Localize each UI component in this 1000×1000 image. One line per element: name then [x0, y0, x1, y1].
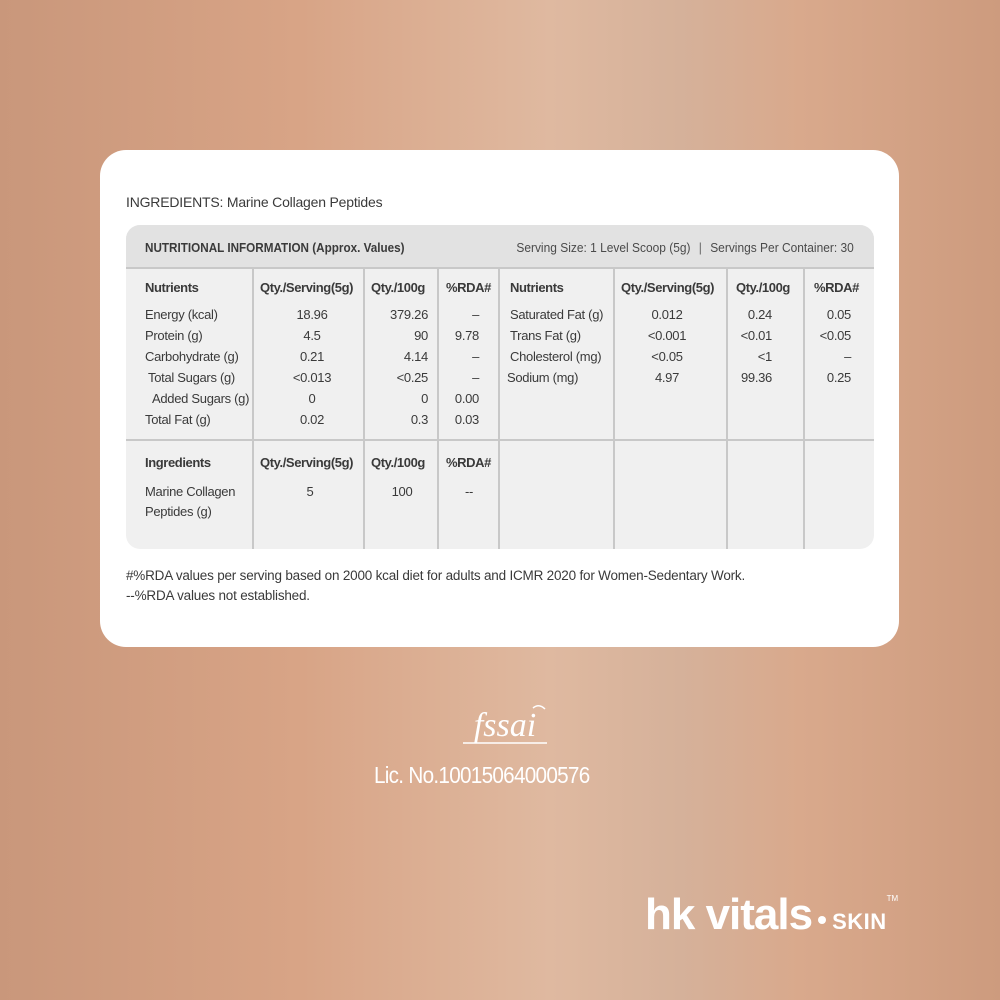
- nutrient-serving: 18.96: [296, 307, 328, 322]
- fssai-logo-text: fssai: [473, 707, 537, 744]
- nutrient-serving: 4.97: [654, 370, 680, 385]
- nutrient-per100: 0: [421, 391, 428, 406]
- table-title: NUTRITIONAL INFORMATION (Approx. Values): [145, 240, 405, 255]
- nutrient-per100: 4.14: [403, 349, 428, 364]
- nutrient-rda: –: [472, 307, 479, 322]
- trademark: TM: [886, 894, 899, 903]
- nutrient-serving: 0.21: [299, 349, 325, 364]
- ingredients-label: INGREDIENTS:: [126, 194, 224, 210]
- servings-per-container: Servings Per Container: 30: [710, 240, 854, 255]
- ingredients-value: Marine Collagen Peptides: [226, 194, 383, 210]
- nutrient-serving: 0.02: [299, 412, 325, 427]
- nutrient-serving: 4.5: [303, 328, 321, 343]
- nutrient-rda: –: [472, 370, 479, 385]
- header-qty-100g: Qty./100g: [371, 455, 425, 470]
- nutrient-name: Sodium (mg): [507, 370, 579, 385]
- header-qty-serving: Qty./Serving(5g): [260, 455, 354, 470]
- nutrient-per100: 0.3: [410, 412, 428, 427]
- ingredient-name-line1: Marine Collagen: [145, 484, 236, 499]
- nutrient-per100: <1: [757, 349, 772, 364]
- nutrient-name: Trans Fat (g): [510, 328, 581, 343]
- fssai-license-number: Lic. No.10015064000576: [374, 762, 590, 788]
- footnote-rda: #%RDA values per serving based on 2000 kcal diet for adults and ICMR 2020 for Women-Sedentary Work.: [126, 568, 746, 583]
- nutrient-per100: 90: [414, 328, 428, 343]
- nutrient-per100: 0.24: [747, 307, 772, 322]
- nutrient-name: Added Sugars (g): [152, 391, 250, 406]
- nutrient-serving: <0.001: [647, 328, 687, 343]
- column-divider: [252, 267, 254, 549]
- header-rda-right: %RDA#: [814, 280, 859, 295]
- nutrient-name: Total Fat (g): [145, 412, 211, 427]
- serving-info: [517, 240, 854, 255]
- row-divider: [126, 439, 874, 441]
- nutrient-serving: 0.012: [651, 307, 683, 322]
- nutrient-name: Saturated Fat (g): [510, 307, 604, 322]
- nutrient-rda: –: [844, 349, 851, 364]
- fssai-logo: [455, 704, 555, 748]
- nutrient-name: Total Sugars (g): [148, 370, 235, 385]
- nutrient-name: Protein (g): [145, 328, 203, 343]
- footnote-not-established: --%RDA values not established.: [126, 588, 310, 603]
- brand-line: SKIN: [832, 909, 887, 934]
- table-header: [126, 225, 874, 269]
- nutrient-rda: –: [472, 349, 479, 364]
- brand-name: hk vitals: [645, 890, 813, 939]
- nutrient-per100: <0.25: [396, 370, 428, 385]
- nutrient-name: Carbohydrate (g): [145, 349, 239, 364]
- footnotes: [126, 566, 745, 606]
- nutrient-rda: 9.78: [454, 328, 479, 343]
- nutrient-rda: 0.25: [826, 370, 851, 385]
- brand-dot: [818, 916, 826, 924]
- nutrient-rda: 0.05: [826, 307, 851, 322]
- nutrient-rda: 0.00: [454, 391, 479, 406]
- nutrient-serving: 0: [308, 391, 316, 406]
- brand-logo: [645, 890, 898, 940]
- header-qty-100g: Qty./100g: [371, 280, 425, 295]
- nutrient-serving: <0.05: [651, 349, 683, 364]
- serving-size: Serving Size: 1 Level Scoop (5g): [516, 240, 691, 255]
- nutrient-rda: <0.05: [819, 328, 851, 343]
- column-divider: [498, 267, 500, 549]
- ingredient-rda: --: [464, 484, 474, 499]
- nutrient-serving: <0.013: [292, 370, 332, 385]
- nutrient-name: Energy (kcal): [145, 307, 218, 322]
- nutrient-per100: 99.36: [740, 370, 772, 385]
- header-rda: %RDA#: [446, 455, 491, 470]
- nutrient-rda: 0.03: [454, 412, 479, 427]
- nutrition-table: [126, 225, 874, 549]
- nutrient-per100: 379.26: [390, 307, 428, 322]
- header-rda: %RDA#: [446, 280, 491, 295]
- serving-separator: |: [698, 240, 703, 255]
- header-ingredients: Ingredients: [145, 455, 211, 470]
- ingredient-name-line2: Peptides (g): [145, 504, 212, 519]
- nutrition-card: [100, 150, 899, 647]
- ingredient-per100: 100: [391, 484, 413, 499]
- column-divider: [726, 267, 728, 549]
- nutrient-name: Cholesterol (mg): [510, 349, 602, 364]
- nutrient-per100: <0.01: [740, 328, 772, 343]
- column-divider: [363, 267, 365, 549]
- ingredient-serving: 5: [306, 484, 314, 499]
- header-nutrients-right: Nutrients: [510, 280, 564, 295]
- column-divider: [803, 267, 805, 549]
- column-divider: [613, 267, 615, 549]
- header-qty-100g-right: Qty./100g: [736, 280, 790, 295]
- header-qty-serving: Qty./Serving(5g): [260, 280, 354, 295]
- ingredients-line: [126, 194, 382, 210]
- header-qty-serving-right: Qty./Serving(5g): [621, 280, 715, 295]
- header-nutrients: Nutrients: [145, 280, 199, 295]
